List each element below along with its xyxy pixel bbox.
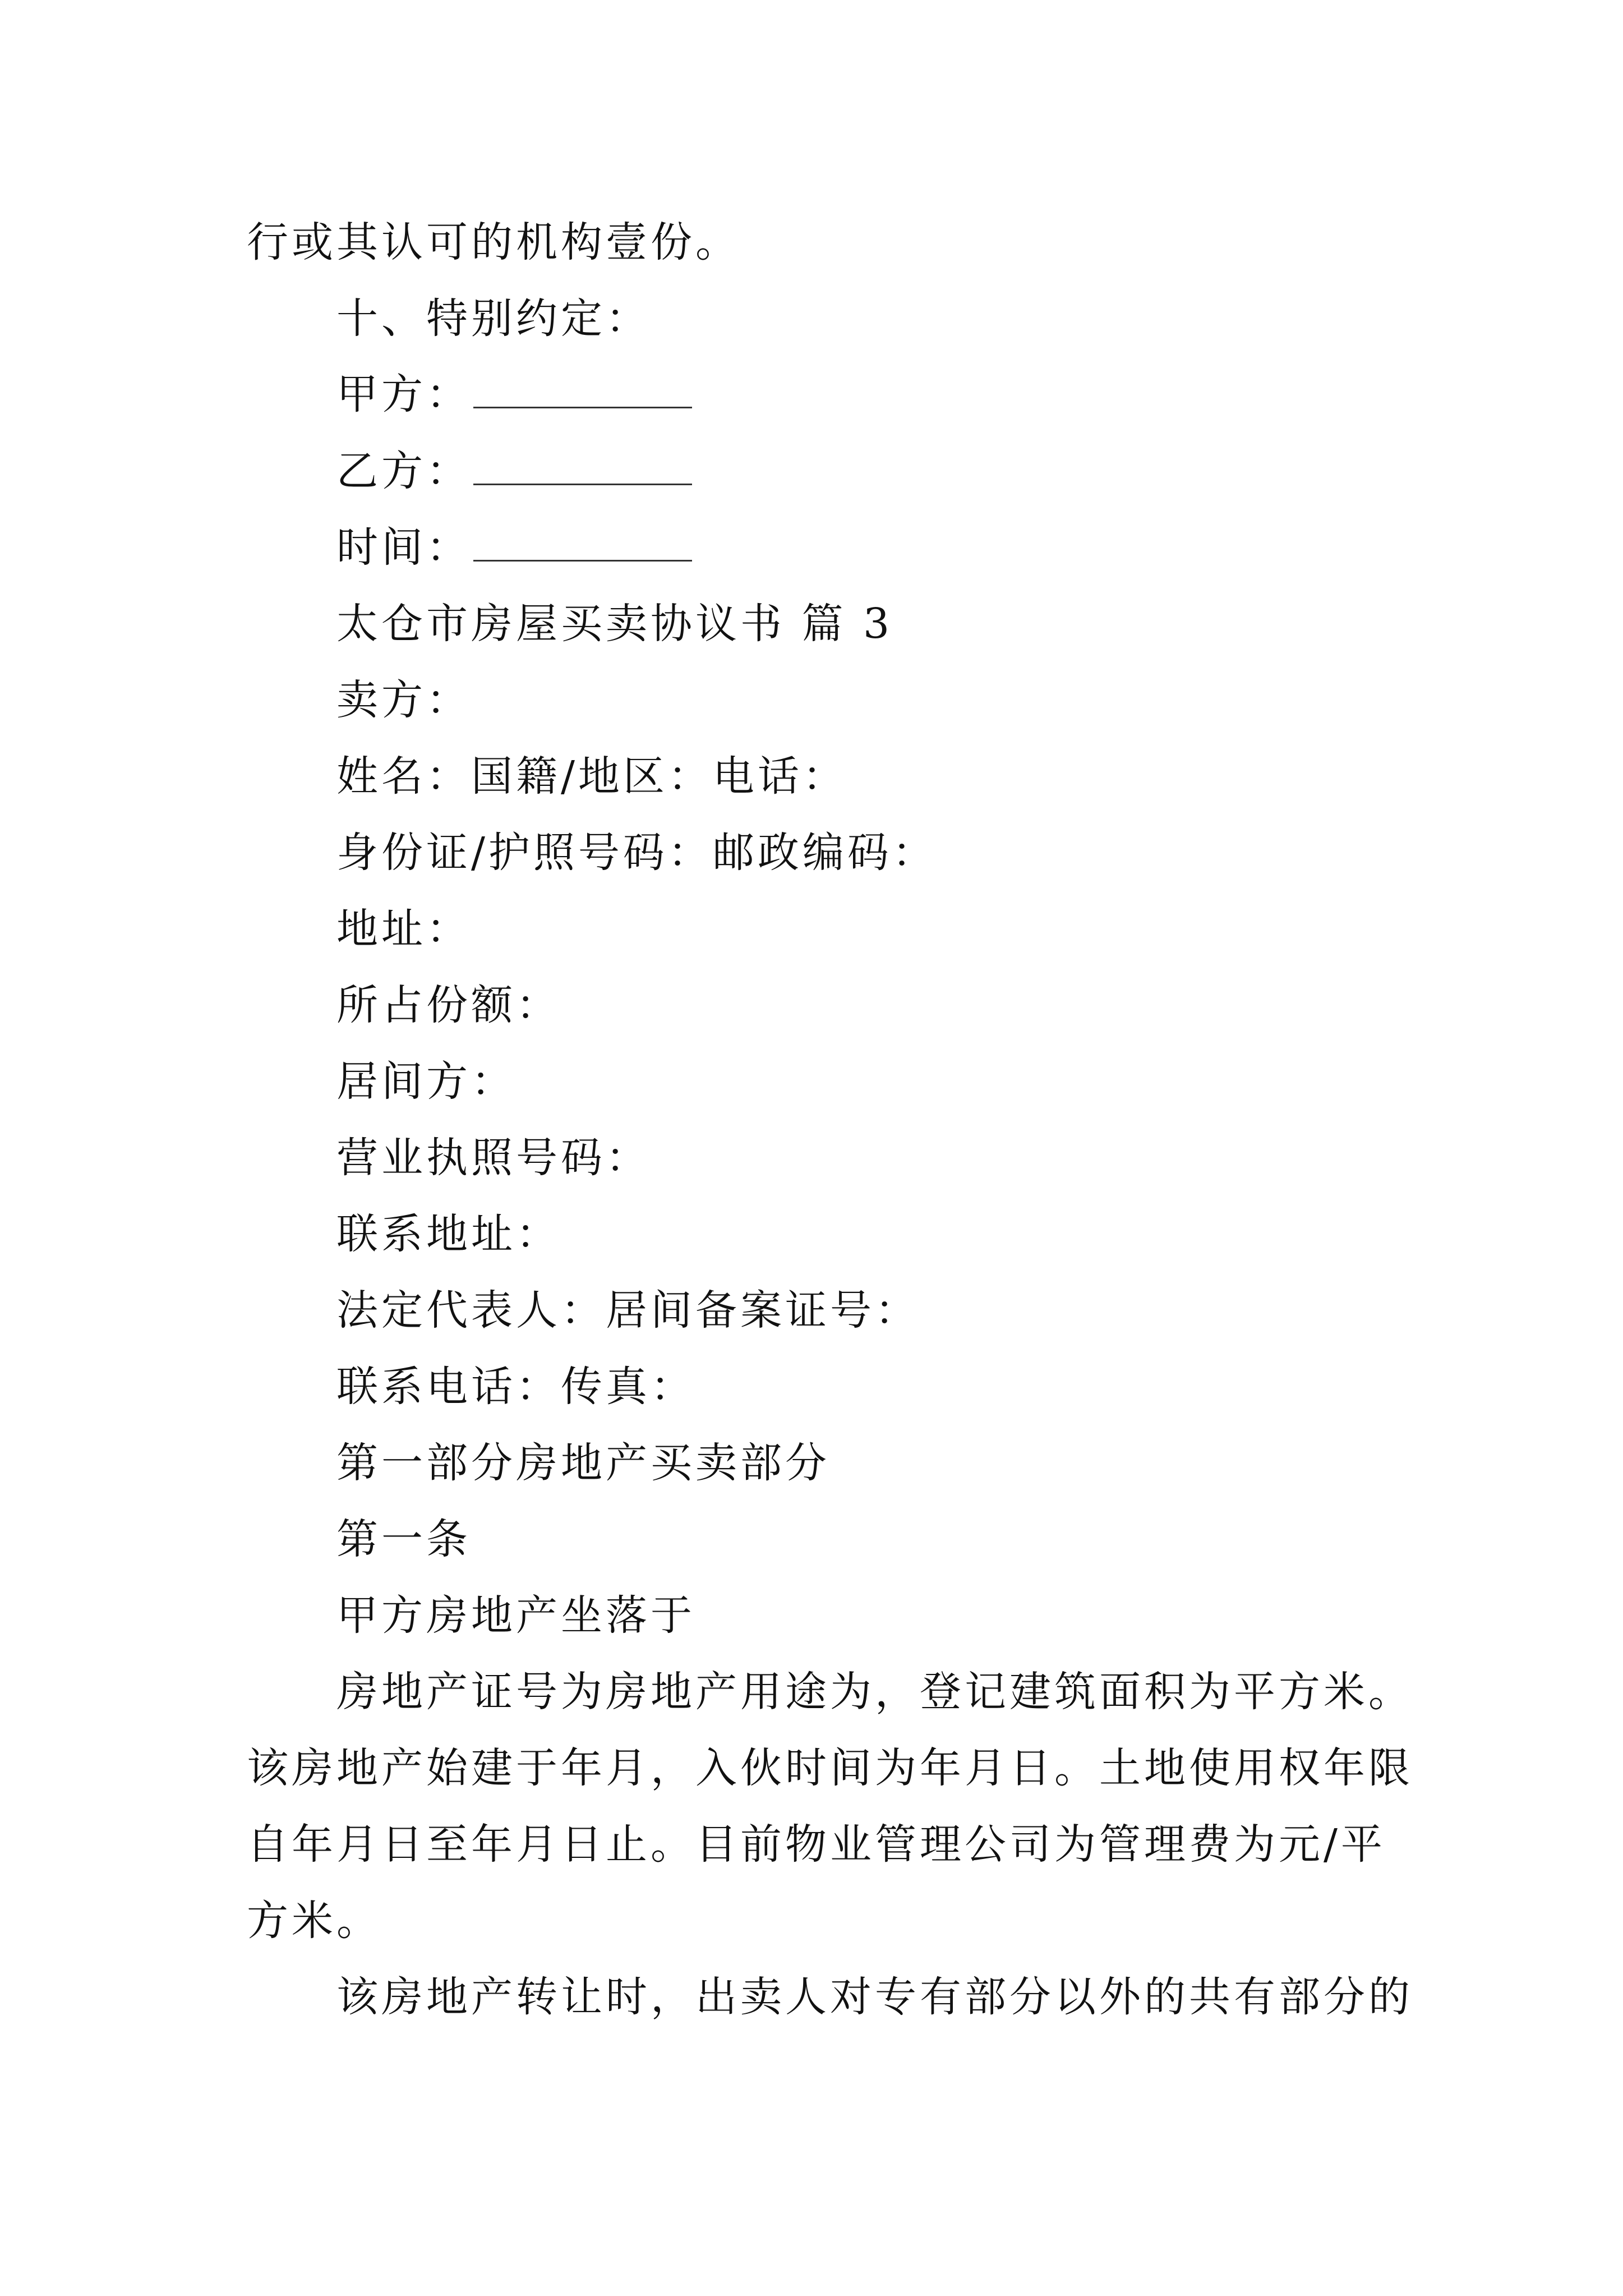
signature-blank <box>473 526 692 562</box>
text-line: 联系电话：传真： <box>336 1363 695 1411</box>
text-line: 行或其认可的机构壹份。 <box>247 218 740 266</box>
section-heading: 十、特别约定： <box>336 295 651 343</box>
paragraph-line: 方米。 <box>247 1897 381 1945</box>
party-b-label: 乙方： <box>336 447 471 495</box>
party-a-label: 甲方： <box>336 370 471 418</box>
article-heading: 第一条 <box>336 1515 471 1563</box>
text-line: 所占份额： <box>336 981 561 1029</box>
paragraph-line: 该房地产始建于年月，入伙时间为年月日。土地使用权年限 <box>247 1744 1413 1792</box>
paragraph-line: 该房地产转让时，出卖人对专有部分以外的共有部分的 <box>336 1973 1413 2021</box>
signature-blank <box>473 373 692 408</box>
text-line: 姓名：国籍/地区：电话： <box>336 752 847 800</box>
party-a-signature-line <box>336 367 692 421</box>
text-line: 地址： <box>336 905 471 953</box>
section-heading: 第一部分房地产买卖部分 <box>336 1439 830 1487</box>
date-signature-line <box>336 521 692 574</box>
text-line: 联系地址： <box>336 1210 561 1258</box>
text-line: 身份证/护照号码：邮政编码： <box>336 829 937 877</box>
text-line: 卖方： <box>336 676 471 724</box>
signature-blank <box>473 450 692 485</box>
paragraph-line: 自年月日至年月日止。目前物业管理公司为管理费为元/平 <box>247 1820 1386 1869</box>
text-line: 法定代表人：居间备案证号： <box>336 1286 920 1335</box>
date-label: 时间： <box>336 523 471 572</box>
document-title: 太仓市房屋买卖协议书 篇 3 <box>336 600 893 648</box>
party-b-signature-line <box>336 444 692 498</box>
paragraph-line: 房地产证号为房地产用途为，登记建筑面积为平方米。 <box>336 1668 1413 1716</box>
text-line: 营业执照号码： <box>336 1134 651 1182</box>
text-line: 居间方： <box>336 1057 516 1106</box>
text-line: 甲方房地产坐落于 <box>336 1591 695 1640</box>
